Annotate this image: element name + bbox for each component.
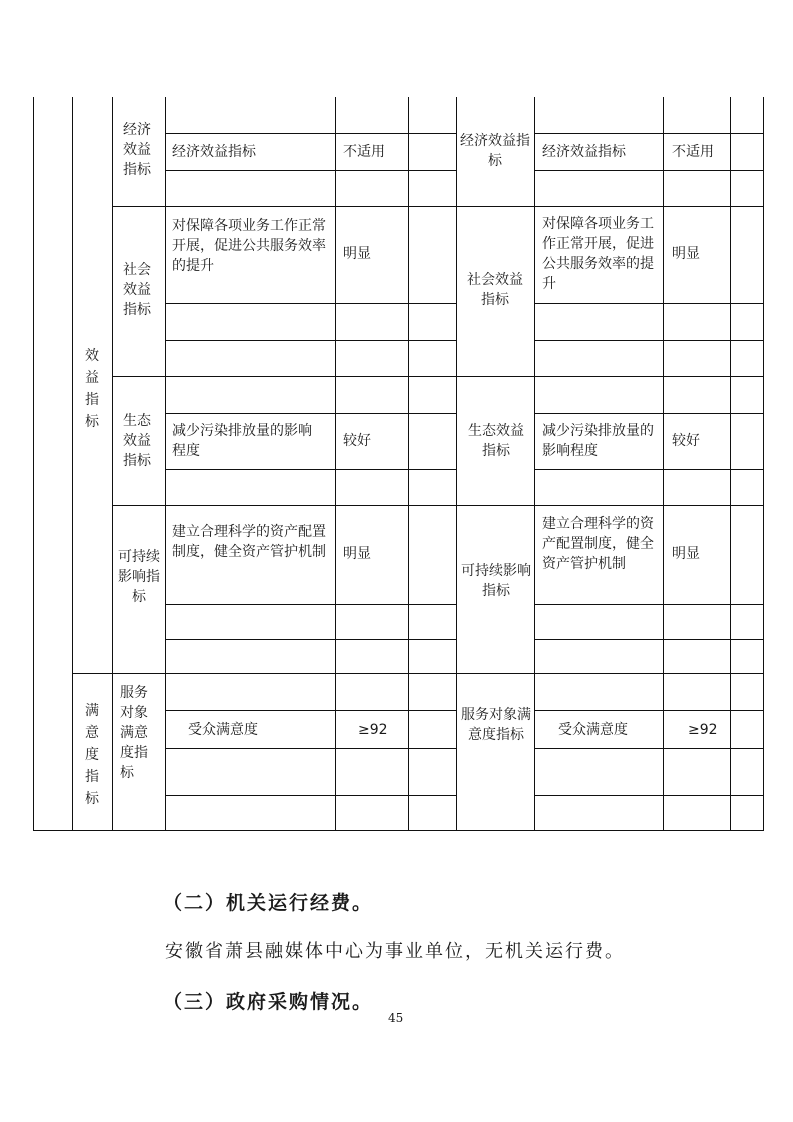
table-line <box>165 303 456 304</box>
eco-indicator-right: 减少污染排放量的影响程度 <box>542 423 654 459</box>
econ-value-right: 不适用 <box>672 144 714 160</box>
section3-heading: （三）政府采购情况。 <box>163 991 374 1013</box>
section2-heading: （二）机关运行经费。 <box>163 892 374 914</box>
sust-category-right: 可持续影响指标 <box>461 563 531 599</box>
eco-value-right: 较好 <box>672 433 700 449</box>
social-indicator-right: 对保障各项业务工作正常开展，促进公共服务效率的提升 <box>542 216 654 292</box>
social-category-right: 社会效益指标 <box>467 272 523 308</box>
sat-category: 服务对象满意度指标 <box>120 685 148 781</box>
table-line <box>112 206 764 207</box>
sust-indicator: 建立合理科学的资产配置制度，健全资产管护机制 <box>172 524 326 560</box>
econ-category-right: 经济效益指标 <box>460 133 530 169</box>
social-category: 社会效益指标 <box>123 262 151 318</box>
social-value-right: 明显 <box>672 246 700 262</box>
table-line <box>534 795 764 796</box>
table-line <box>165 133 456 134</box>
table-border-left <box>33 97 34 830</box>
sat-indicator-right: 受众满意度 <box>558 722 628 738</box>
sat-category-right: 服务对象满意度指标 <box>461 707 531 743</box>
table-line <box>165 795 456 796</box>
table-line <box>534 639 764 640</box>
page-number: 45 <box>388 1011 404 1025</box>
econ-value: 不适用 <box>343 144 385 160</box>
level1-benefit-label: 效益指标 <box>85 348 99 430</box>
table-line <box>534 133 764 134</box>
table-line <box>534 170 764 171</box>
level1-satisfaction-label: 满意度指标 <box>85 703 99 807</box>
sust-indicator-right: 建立合理科学的资产配置制度，健全资产管护机制 <box>542 516 654 572</box>
table-line <box>165 340 456 341</box>
table-line <box>534 413 764 414</box>
table-line <box>165 469 456 470</box>
table-line <box>165 639 456 640</box>
table-line <box>534 303 764 304</box>
social-indicator: 对保障各项业务工作正常开展，促进公共服务效率的提升 <box>172 218 326 274</box>
social-value: 明显 <box>343 246 371 262</box>
table-line <box>165 170 456 171</box>
section2-body: 安徽省萧县融媒体中心为事业单位，无机关运行费。 <box>165 941 625 962</box>
table-line <box>534 340 764 341</box>
eco-category-right: 生态效益指标 <box>468 423 524 459</box>
table-line <box>165 413 456 414</box>
sat-value-right: ≥92 <box>688 722 718 738</box>
table-line <box>112 505 764 506</box>
sat-indicator: 受众满意度 <box>188 722 258 738</box>
sust-category: 可持续影响指标 <box>118 549 160 605</box>
table-line <box>534 710 764 711</box>
econ-category: 经济效益指标 <box>123 122 151 178</box>
econ-indicator-right: 经济效益指标 <box>542 144 626 160</box>
table-line <box>165 604 456 605</box>
table-line <box>72 97 73 830</box>
table-line <box>534 469 764 470</box>
table-line <box>72 673 764 674</box>
sust-value-right: 明显 <box>672 546 700 562</box>
table-line <box>165 748 456 749</box>
eco-category: 生态效益指标 <box>123 413 151 469</box>
sat-value: ≥92 <box>358 722 388 738</box>
table-line <box>534 604 764 605</box>
eco-indicator: 减少污染排放量的影响程度 <box>172 423 312 459</box>
econ-indicator: 经济效益指标 <box>172 144 256 160</box>
eco-value: 较好 <box>343 433 371 449</box>
table-line <box>165 710 456 711</box>
table-border-bottom <box>33 830 764 831</box>
table-line <box>112 376 764 377</box>
sust-value: 明显 <box>343 546 371 562</box>
table-line <box>534 748 764 749</box>
